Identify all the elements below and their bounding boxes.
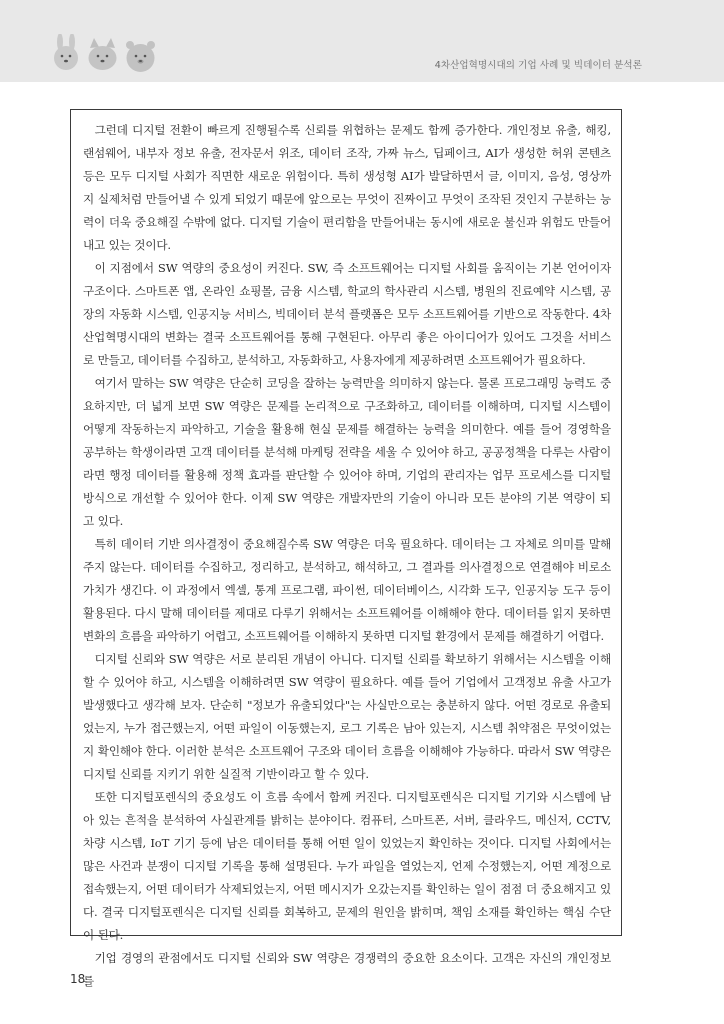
page-header	[0, 0, 724, 82]
body-paragraph: 이 지점에서 SW 역량의 중요성이 커진다. SW, 즉 소프트웨어는 디지털 사회를 움직이는 기본 언어이자 구조이다. 스마트폰 앱, 온라인 쇼핑몰, 금융 시스템, 학교의 학사관리 시스템, 병원의 진료예약 시스템, 공장의 자동화 시스템, 인공지능 서비스, 빅데이터 분석 플랫폼은 모두 소프트웨어를 기반으로 작동한다. 4차산업혁명시대의 변화는 결국 소프트웨어를 통해 구현된다. 아무리 좋은 아이디어가 있어도 그것을 서비스로 만들고, 데이터를 수집하고, 분석하고, 자동화하고, 사용자에게 제공하려면 소프트웨어가 필요하다.	[83, 261, 611, 367]
animal-faces-illustration	[52, 34, 172, 72]
body-paragraph: 또한 디지털포렌식의 중요성도 이 흐름 속에서 함께 커진다. 디지털포렌식은 디지털 기기와 시스템에 남아 있는 흔적을 분석하여 사실관계를 밝히는 분야이다. 컴퓨터, 스마트폰, 서버, 클라우드, 메신저, CCTV, 차량 시스템, IoT 기기 등에 남은 데이터를 통해 어떤 일이 있었는지 확인하는 것이다. 디지털 사회에서는 많은 사건과 분쟁이 디지털 기록을 통해 설명된다. 누가 파일을 열었는지, 언제 수정했는지, 어떤 계정으로 접속했는지, 어떤 데이터가 삭제되었는지, 어떤 메시지가 오갔는지를 확인하는 일이 점점 더 중요해지고 있다. 결국 디지털포렌식은 디지털 신뢰를 회복하고, 문제의 원인을 밝히며, 책임 소재를 확인하는 핵심 수단이 된다.	[83, 790, 611, 942]
cat-icon	[89, 38, 117, 70]
body-paragraph: 디지털 신뢰와 SW 역량은 서로 분리된 개념이 아니다. 디지털 신뢰를 확보하기 위해서는 시스템을 이해할 수 있어야 하고, 시스템을 이해하려면 SW 역량이 필요하다. 예를 들어 기업에서 고객정보 유출 사고가 발생했다고 생각해 보자. 단순히 "정보가 유출되었다"는 사실만으로는 충분하지 않다. 어떤 경로로 유출되었는지, 누가 접근했는지, 어떤 파일이 이동했는지, 로그 기록은 남아 있는지, 시스템 취약점은 무엇이었는지 확인해야 한다. 이러한 분석은 소프트웨어 구조와 데이터 흐름을 이해해야 가능하다. 따라서 SW 역량은 디지털 신뢰를 지키기 위한 실질적 기반이라고 할 수 있다.	[83, 652, 611, 781]
running-header-title: 4차산업혁명시대의 기업 사례 및 빅데이터 분석론	[434, 60, 642, 71]
body-paragraph: 기업 경영의 관점에서도 디지털 신뢰와 SW 역량은 경쟁력의 중요한 요소이다. 고객은 자신의 개인정보를	[83, 951, 611, 988]
body-paragraph: 특히 데이터 기반 의사결정이 중요해질수록 SW 역량은 더욱 필요하다. 데이터는 그 자체로 의미를 말해주지 않는다. 데이터를 수집하고, 정리하고, 분석하고, 해석하고, 그 결과를 의사결정으로 연결해야 비로소 가치가 생긴다. 이 과정에서 엑셀, 통계 프로그램, 파이썬, 데이터베이스, 시각화 도구, 인공지능 도구 등이 활용된다. 다시 말해 데이터를 제대로 다루기 위해서는 소프트웨어를 이해해야 한다. 데이터를 읽지 못하면 변화의 흐름을 파악하기 어렵고, 소프트웨어를 이해하지 못하면 디지털 환경에서 문제를 해결하기 어렵다.	[83, 537, 611, 643]
rabbit-icon	[54, 34, 78, 70]
page-number: 18	[70, 972, 86, 986]
bear-icon	[126, 41, 155, 72]
body-paragraph: 여기서 말하는 SW 역량은 단순히 코딩을 잘하는 능력만을 의미하지 않는다. 물론 프로그래밍 능력도 중요하지만, 더 넓게 보면 SW 역량은 문제를 논리적으로 구조화하고, 데이터를 이해하며, 디지털 시스템이 어떻게 작동하는지 파악하고, 기술을 활용해 현실 문제를 해결하는 능력을 의미한다. 예를 들어 경영학을 공부하는 학생이라면 고객 데이터를 분석해 마케팅 전략을 세울 수 있어야 하고, 공공정책을 다루는 사람이라면 행정 데이터를 활용해 정책 효과를 판단할 수 있어야 하며, 기업의 관리자는 업무 프로세스를 디지털 방식으로 개선할 수 있어야 한다. 이제 SW 역량은 개발자만의 기술이 아니라 모든 분야의 기본 역량이 되고 있다.	[83, 376, 611, 528]
body-paragraph: 그런데 디지털 전환이 빠르게 진행될수록 신뢰를 위협하는 문제도 함께 증가한다. 개인정보 유출, 해킹, 랜섬웨어, 내부자 정보 유출, 전자문서 위조, 데이터 조작, 가짜 뉴스, 딥페이크, AI가 생성한 허위 콘텐츠 등은 모두 디지털 사회가 직면한 새로운 위험이다. 특히 생성형 AI가 발달하면서 글, 이미지, 음성, 영상까지 실제처럼 만들어낼 수 있게 되었기 때문에 앞으로는 무엇이 진짜이고 무엇이 조작된 것인지 구분하는 능력이 더욱 중요해질 수밖에 없다. 디지털 기술이 편리함을 만들어내는 동시에 새로운 불신과 위험도 만들어내고 있는 것이다.	[83, 123, 611, 252]
